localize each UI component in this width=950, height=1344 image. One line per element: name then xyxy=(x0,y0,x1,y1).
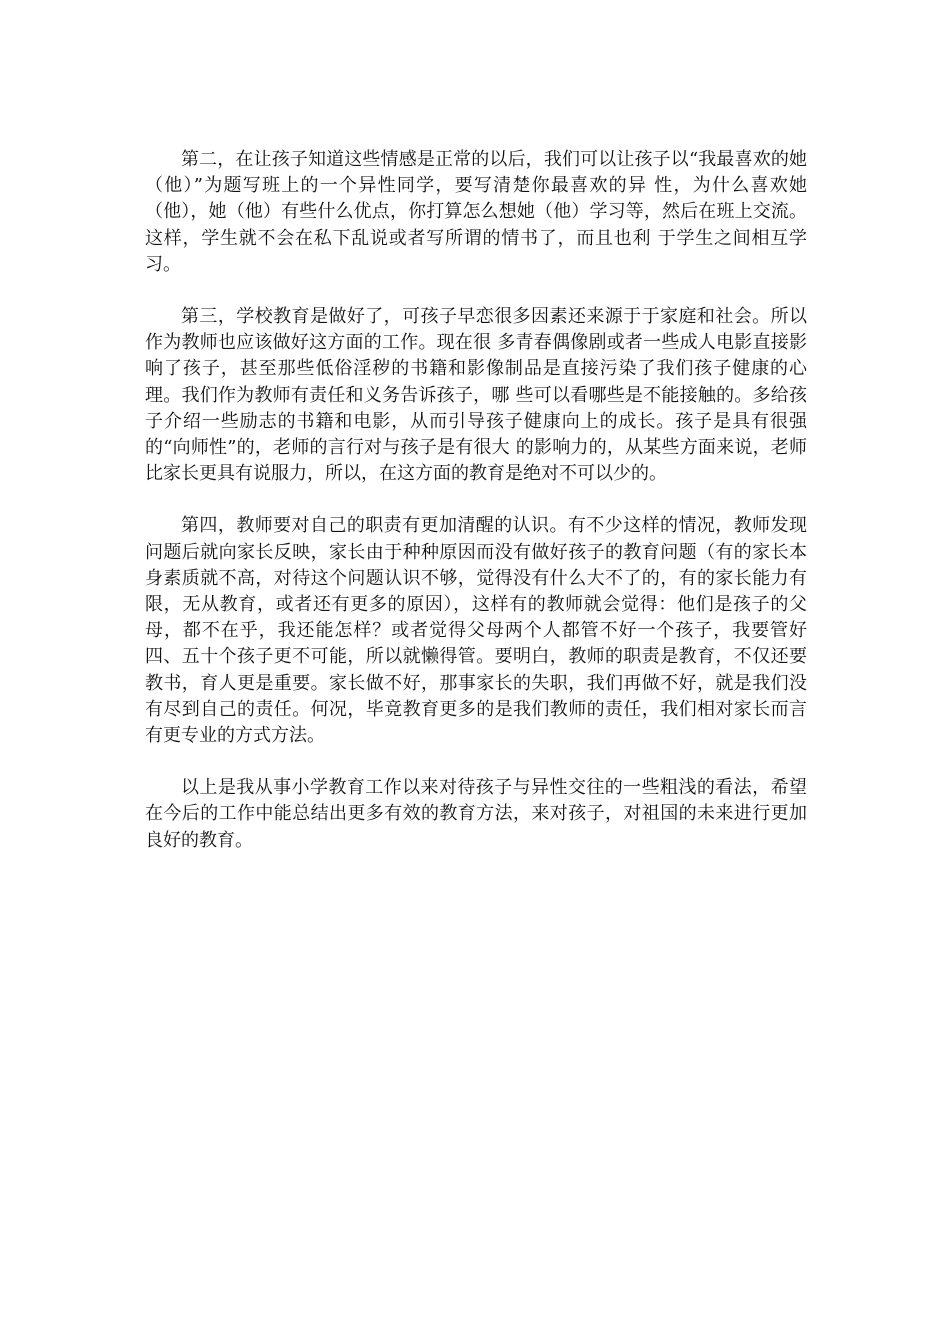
paragraph-conclusion: 以上是我从事小学教育工作以来对待孩子与异性交往的一些粗浅的看法，希望在今后的工作中能总结出更多有效的教育方法，来对孩子，对祖国的未来进行更加良好的教育。 xyxy=(145,777,807,851)
paragraph-2: 第二，在让孩子知道这些情感是正常的以后，我们可以让孩子以“我最喜欢的她（他）”为题写班上的一个异性同学，要写清楚你最喜欢的异 性，为什么喜欢她（他），她（他）有些什么优点，你打算怎么想她（他）学习等，然后在班上交流。这样，学生就不会在私下乱说或者写所谓的情书了，而且也利 于学生之间相互学习。 xyxy=(145,149,807,275)
paragraph-4: 第四，教师要对自己的职责有更加清醒的认识。有不少这样的情况，教师发现问题后就向家长反映，家长由于种种原因而没有做好孩子的教育问题（有的家长本身素质就不高，对待这个问题认识不够，觉得没有什么大不了的，有的家长能力有限，无从教育，或者还有更多的原因），这样有的教师就会觉得：他们是孩子的父母，都不在乎，我还能怎样？或者觉得父母两个人都管不好一个孩子，我要管好四、五十个孩子更不可能，所以就懒得管。要明白，教师的职责是教育，不仅还要教书，育人更是重要。家长做不好，那事家长的失职，我们再做不好，就是我们没有尽到自己的责任。何况，毕竟教育更多的是我们教师的责任，我们相对家长而言有更专业的方式方法。 xyxy=(145,515,807,747)
paragraph-3: 第三，学校教育是做好了，可孩子早恋很多因素还来源于于家庭和社会。所以作为教师也应该做好这方面的工作。现在很 多青春偶像剧或者一些成人电影直接影响了孩子，甚至那些低俗淫秽的书籍和影像制品是直接污染了我们孩子健康的心理。我们作为教师有责任和义务告诉孩子，哪 些可以看哪些是不能接触的。多给孩子介绍一些励志的书籍和电影，从而引导孩子健康向上的成长。孩子是具有很强的“向师性”的，老师的言行对与孩子是有很大 的影响力的，从某些方面来说，老师比家长更具有说服力，所以，在这方面的教育是绝对不可以少的。 xyxy=(145,306,807,485)
document-body xyxy=(145,147,807,880)
